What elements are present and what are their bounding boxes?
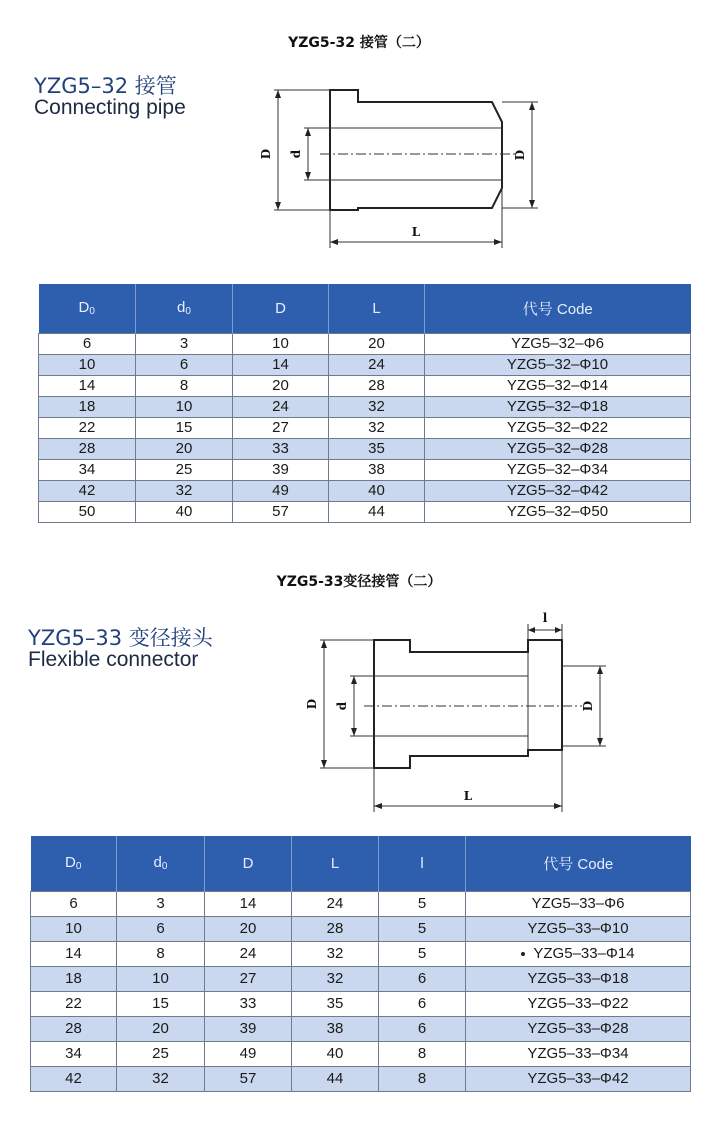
value-cell: 6 (379, 966, 466, 991)
col-code: 代号 Code (466, 836, 691, 891)
value-cell: 33 (205, 991, 292, 1016)
section1-title-cn: YZG5–32 接管 (34, 74, 177, 98)
value-cell: 40 (329, 480, 425, 501)
table-row (39, 396, 691, 417)
table-row (31, 941, 691, 966)
value-cell: 14 (31, 941, 117, 966)
table-row (31, 1066, 691, 1091)
value-cell: 18 (31, 966, 117, 991)
table-row (39, 459, 691, 480)
value-cell: 14 (39, 375, 136, 396)
code-cell: YZG5–32–Φ10 (425, 354, 691, 375)
value-cell: 3 (117, 891, 205, 916)
value-cell: 22 (31, 991, 117, 1016)
label-L: L (411, 225, 421, 239)
value-cell: 35 (329, 438, 425, 459)
flexible-connector-table (30, 836, 691, 1092)
col-code: 代号 Code (425, 284, 691, 333)
table-row (39, 375, 691, 396)
table-row (31, 1041, 691, 1066)
table-row (39, 354, 691, 375)
table-row (31, 966, 691, 991)
value-cell: 10 (31, 916, 117, 941)
code-cell: YZG5–33–Φ28 (466, 1016, 691, 1041)
value-cell: 33 (233, 438, 329, 459)
value-cell: 20 (117, 1016, 205, 1041)
value-cell: 6 (31, 891, 117, 916)
table-row (39, 501, 691, 522)
section2-title-en: Flexible connector (28, 648, 199, 671)
value-cell: 8 (117, 941, 205, 966)
value-cell: 20 (329, 333, 425, 354)
value-cell: 40 (292, 1041, 379, 1066)
value-cell: 27 (205, 966, 292, 991)
value-cell: 5 (379, 941, 466, 966)
table-body (31, 891, 691, 1091)
value-cell: 6 (39, 333, 136, 354)
value-cell: 42 (31, 1066, 117, 1091)
label-d0: d (335, 701, 349, 711)
value-cell: 24 (329, 354, 425, 375)
value-cell: 5 (379, 891, 466, 916)
table-row (31, 1016, 691, 1041)
connecting-pipe-drawing (240, 80, 560, 260)
label-D: D (259, 148, 273, 160)
col-d0: $d_0$ (136, 284, 233, 333)
col-D0: $D_0$ (39, 284, 136, 333)
value-cell: 44 (329, 501, 425, 522)
section1-title-en: Connecting pipe (34, 96, 186, 119)
value-cell: 57 (205, 1066, 292, 1091)
table-row (39, 417, 691, 438)
value-cell: 49 (205, 1041, 292, 1066)
value-cell: 5 (379, 916, 466, 941)
value-cell: 32 (329, 396, 425, 417)
code-cell: YZG5–32–Φ18 (425, 396, 691, 417)
value-cell: 35 (292, 991, 379, 1016)
connecting-pipe-table (38, 284, 691, 523)
value-cell: 8 (136, 375, 233, 396)
value-cell: 49 (233, 480, 329, 501)
code-cell: YZG5–33–Φ10 (466, 916, 691, 941)
code-cell: YZG5–32–Φ28 (425, 438, 691, 459)
value-cell: 28 (292, 916, 379, 941)
value-cell: 32 (329, 417, 425, 438)
code-cell: YZG5–33–Φ42 (466, 1066, 691, 1091)
bullet-dot-icon (521, 952, 525, 956)
value-cell: 25 (117, 1041, 205, 1066)
value-cell: 15 (117, 991, 205, 1016)
value-cell: 18 (39, 396, 136, 417)
value-cell: 40 (136, 501, 233, 522)
code-cell: YZG5–32–Φ42 (425, 480, 691, 501)
code-cell: YZG5–33–Φ14 (466, 941, 691, 966)
table-row (31, 891, 691, 916)
value-cell: 38 (329, 459, 425, 480)
value-cell: 34 (39, 459, 136, 480)
section2-caption: YZG5-33变径接管（二） (276, 574, 442, 590)
table-row (31, 991, 691, 1016)
flexible-connector-drawing (290, 610, 630, 820)
label-D0: D (581, 700, 595, 712)
table-body (39, 333, 691, 522)
value-cell: 25 (136, 459, 233, 480)
value-cell: 24 (205, 941, 292, 966)
value-cell: 28 (39, 438, 136, 459)
value-cell: 8 (379, 1041, 466, 1066)
label-D: D (305, 698, 319, 710)
value-cell: 10 (233, 333, 329, 354)
col-L: L (292, 836, 379, 891)
col-D: D (205, 836, 292, 891)
table-row (39, 480, 691, 501)
col-l: l (379, 836, 466, 891)
value-cell: 6 (379, 1016, 466, 1041)
value-cell: 20 (136, 438, 233, 459)
label-D0: D (513, 149, 527, 161)
code-cell: YZG5–32–Φ6 (425, 333, 691, 354)
value-cell: 32 (292, 941, 379, 966)
label-L: L (463, 789, 473, 803)
value-cell: 10 (117, 966, 205, 991)
label-l: l (542, 611, 548, 625)
value-cell: 14 (233, 354, 329, 375)
value-cell: 14 (205, 891, 292, 916)
value-cell: 28 (329, 375, 425, 396)
value-cell: 3 (136, 333, 233, 354)
value-cell: 32 (136, 480, 233, 501)
section2-title-cn: YZG5–33 变径接头 (28, 626, 213, 650)
value-cell: 57 (233, 501, 329, 522)
value-cell: 39 (233, 459, 329, 480)
section1-caption: YZG5-32 接管（二） (288, 35, 430, 51)
value-cell: 44 (292, 1066, 379, 1091)
code-cell: YZG5–33–Φ34 (466, 1041, 691, 1066)
code-cell: YZG5–33–Φ18 (466, 966, 691, 991)
code-cell: YZG5–33–Φ6 (466, 891, 691, 916)
table-row (31, 916, 691, 941)
value-cell: 34 (31, 1041, 117, 1066)
value-cell: 42 (39, 480, 136, 501)
value-cell: 6 (379, 991, 466, 1016)
table-row (39, 333, 691, 354)
col-L: L (329, 284, 425, 333)
value-cell: 38 (292, 1016, 379, 1041)
value-cell: 8 (379, 1066, 466, 1091)
code-cell: YZG5–32–Φ50 (425, 501, 691, 522)
value-cell: 32 (292, 966, 379, 991)
value-cell: 22 (39, 417, 136, 438)
value-cell: 10 (39, 354, 136, 375)
value-cell: 10 (136, 396, 233, 417)
value-cell: 28 (31, 1016, 117, 1041)
label-d0: d (289, 149, 303, 159)
col-D0: $D_0$ (31, 836, 117, 891)
value-cell: 6 (117, 916, 205, 941)
value-cell: 6 (136, 354, 233, 375)
value-cell: 50 (39, 501, 136, 522)
col-D: D (233, 284, 329, 333)
value-cell: 39 (205, 1016, 292, 1041)
code-cell: YZG5–32–Φ22 (425, 417, 691, 438)
value-cell: 20 (205, 916, 292, 941)
value-cell: 20 (233, 375, 329, 396)
value-cell: 27 (233, 417, 329, 438)
value-cell: 15 (136, 417, 233, 438)
code-cell: YZG5–32–Φ14 (425, 375, 691, 396)
value-cell: 24 (233, 396, 329, 417)
value-cell: 24 (292, 891, 379, 916)
table-row (39, 438, 691, 459)
col-d0: $d_0$ (117, 836, 205, 891)
value-cell: 32 (117, 1066, 205, 1091)
code-cell: YZG5–32–Φ34 (425, 459, 691, 480)
code-cell: YZG5–33–Φ22 (466, 991, 691, 1016)
